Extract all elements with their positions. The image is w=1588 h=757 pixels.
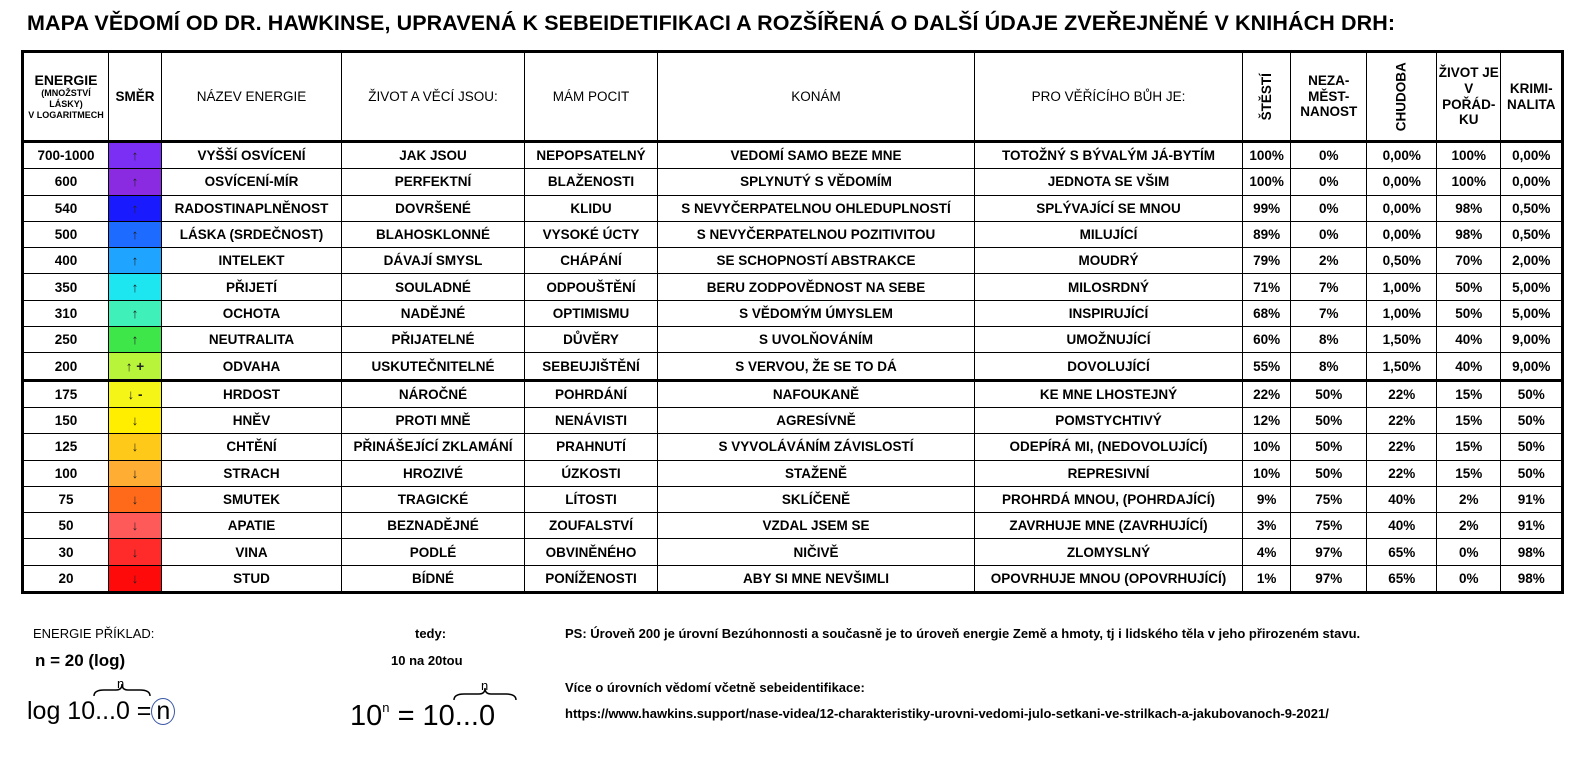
- cell-order: 40%: [1437, 327, 1501, 353]
- cell-crime: 50%: [1501, 434, 1563, 460]
- cell-crime: 91%: [1501, 486, 1563, 512]
- cell-acting: ABY SI MNE NEVŠIMLI: [658, 565, 975, 592]
- cell-feeling: ZOUFALSTVÍ: [525, 513, 658, 539]
- cell-acting: S UVOLŇOVÁNÍM: [658, 327, 975, 353]
- cell-name: STUD: [162, 565, 342, 592]
- cell-happiness: 9%: [1243, 486, 1291, 512]
- header-happiness: ŠTĚSTÍ: [1243, 52, 1291, 142]
- cell-order: 100%: [1437, 169, 1501, 195]
- cell-happiness: 100%: [1243, 142, 1291, 169]
- table-row: [23, 407, 1563, 433]
- cell-unemployment: 97%: [1291, 565, 1367, 592]
- cell-happiness: 89%: [1243, 221, 1291, 247]
- cell-poverty: 1,50%: [1367, 353, 1437, 380]
- cell-god: MOUDRÝ: [975, 248, 1243, 274]
- cell-poverty: 1,50%: [1367, 327, 1437, 353]
- header-name: NÁZEV ENERGIE: [162, 52, 342, 142]
- info-link[interactable]: https://www.hawkins.support/nase-videa/12-charakteristiky-urovni-vedomi-julo-setkani-ve-strilkach-a-jakubovanoch-9-2021/: [565, 706, 1329, 721]
- cell-order: 0%: [1437, 539, 1501, 565]
- cell-order: 0%: [1437, 565, 1501, 592]
- cell-energy: 540: [23, 195, 109, 221]
- cell-feeling: CHÁPÁNÍ: [525, 248, 658, 274]
- cell-god: PROHRDÁ MNOU, (POHRDAJÍCÍ): [975, 486, 1243, 512]
- cell-life: BLAHOSKLONNÉ: [342, 221, 525, 247]
- cell-dir: ↑: [109, 274, 162, 300]
- cell-life: NÁROČNÉ: [342, 380, 525, 407]
- cell-order: 50%: [1437, 274, 1501, 300]
- log-result-circle: n: [151, 698, 175, 725]
- log-formula: log 10...0 = n: [27, 697, 175, 726]
- cell-name: HRDOST: [162, 380, 342, 407]
- cell-dir: ↓: [109, 513, 162, 539]
- cell-life: DOVRŠENÉ: [342, 195, 525, 221]
- header-crime: KRIMI- NALITA: [1501, 52, 1563, 142]
- cell-order: 2%: [1437, 486, 1501, 512]
- table-row: [23, 142, 1563, 169]
- cell-poverty: 22%: [1367, 380, 1437, 407]
- cell-name: ODVAHA: [162, 353, 342, 380]
- cell-god: MILUJÍCÍ: [975, 221, 1243, 247]
- cell-life: PŘIJATELNÉ: [342, 327, 525, 353]
- cell-name: VINA: [162, 539, 342, 565]
- cell-poverty: 0,00%: [1367, 169, 1437, 195]
- table-row: [23, 486, 1563, 512]
- cell-energy: 600: [23, 169, 109, 195]
- cell-life: PERFEKTNÍ: [342, 169, 525, 195]
- cell-unemployment: 7%: [1291, 274, 1367, 300]
- cell-poverty: 0,00%: [1367, 195, 1437, 221]
- cell-poverty: 65%: [1367, 539, 1437, 565]
- cell-acting: NIČIVĚ: [658, 539, 975, 565]
- cell-feeling: KLIDU: [525, 195, 658, 221]
- cell-happiness: 60%: [1243, 327, 1291, 353]
- cell-order: 98%: [1437, 195, 1501, 221]
- cell-name: LÁSKA (SRDEČNOST): [162, 221, 342, 247]
- cell-feeling: DŮVĚRY: [525, 327, 658, 353]
- example-n-eq: n = 20 (log): [35, 651, 126, 670]
- cell-life: PŘINÁŠEJÍCÍ ZKLAMÁNÍ: [342, 434, 525, 460]
- cell-acting: S VYVOLÁVÁNÍM ZÁVISLOSTÍ: [658, 434, 975, 460]
- cell-god: ODEPÍRÁ MI, (NEDOVOLUJÍCÍ): [975, 434, 1243, 460]
- cell-crime: 91%: [1501, 513, 1563, 539]
- cell-crime: 50%: [1501, 380, 1563, 407]
- cell-god: INSPIRUJÍCÍ: [975, 300, 1243, 326]
- cell-dir: ↓: [109, 486, 162, 512]
- table-row: [23, 460, 1563, 486]
- cell-acting: SE SCHOPNOSTÍ ABSTRAKCE: [658, 248, 975, 274]
- cell-unemployment: 2%: [1291, 248, 1367, 274]
- ps-note: PS: Úroveň 200 je úrovní Bezúhonnosti a současně je to úroveň energie Země a hmoty, tj i lidského těla v jeho přirozeném stavu.: [565, 626, 1361, 641]
- cell-unemployment: 8%: [1291, 327, 1367, 353]
- cell-crime: 98%: [1501, 539, 1563, 565]
- header-row: [23, 52, 1563, 142]
- cell-order: 50%: [1437, 300, 1501, 326]
- cell-god: DOVOLUJÍCÍ: [975, 353, 1243, 380]
- cell-life: SOULADNÉ: [342, 274, 525, 300]
- table-row: [23, 434, 1563, 460]
- cell-life: PODLÉ: [342, 539, 525, 565]
- cell-unemployment: 50%: [1291, 460, 1367, 486]
- cell-poverty: 65%: [1367, 565, 1437, 592]
- cell-life: TRAGICKÉ: [342, 486, 525, 512]
- cell-energy: 350: [23, 274, 109, 300]
- cell-energy: 175: [23, 380, 109, 407]
- table-row: [23, 195, 1563, 221]
- cell-dir: ↑ +: [109, 353, 162, 380]
- cell-acting: S NEVYČERPATELNOU OHLEDUPLNOSTÍ: [658, 195, 975, 221]
- cell-acting: NAFOUKANĚ: [658, 380, 975, 407]
- cell-order: 15%: [1437, 380, 1501, 407]
- cell-life: USKUTEČNITELNÉ: [342, 353, 525, 380]
- cell-feeling: PONÍŽENOSTI: [525, 565, 658, 592]
- cell-acting: VZDAL JSEM SE: [658, 513, 975, 539]
- cell-crime: 0,00%: [1501, 142, 1563, 169]
- cell-god: JEDNOTA SE VŠIM: [975, 169, 1243, 195]
- cell-crime: 5,00%: [1501, 300, 1563, 326]
- cell-order: 100%: [1437, 142, 1501, 169]
- cell-energy: 75: [23, 486, 109, 512]
- cell-name: INTELEKT: [162, 248, 342, 274]
- cell-energy: 20: [23, 565, 109, 592]
- cell-name: OCHOTA: [162, 300, 342, 326]
- cell-unemployment: 75%: [1291, 513, 1367, 539]
- cell-crime: 0,00%: [1501, 169, 1563, 195]
- cell-life: NADĚJNÉ: [342, 300, 525, 326]
- table-row: [23, 539, 1563, 565]
- cell-crime: 9,00%: [1501, 353, 1563, 380]
- cell-life: BEZNADĚJNÉ: [342, 513, 525, 539]
- cell-dir: ↑: [109, 248, 162, 274]
- cell-poverty: 0,50%: [1367, 248, 1437, 274]
- cell-energy: 125: [23, 434, 109, 460]
- cell-acting: S VĚDOMÝM ÚMYSLEM: [658, 300, 975, 326]
- cell-life: PROTI MNĚ: [342, 407, 525, 433]
- cell-unemployment: 50%: [1291, 380, 1367, 407]
- cell-dir: ↑: [109, 221, 162, 247]
- cell-feeling: NEPOPSATELNÝ: [525, 142, 658, 169]
- cell-crime: 9,00%: [1501, 327, 1563, 353]
- cell-unemployment: 50%: [1291, 407, 1367, 433]
- cell-god: POMSTYCHTIVÝ: [975, 407, 1243, 433]
- cell-energy: 100: [23, 460, 109, 486]
- cell-energy: 500: [23, 221, 109, 247]
- cell-energy: 150: [23, 407, 109, 433]
- cell-acting: S NEVYČERPATELNOU POZITIVITOU: [658, 221, 975, 247]
- cell-unemployment: 8%: [1291, 353, 1367, 380]
- cell-energy: 50: [23, 513, 109, 539]
- cell-order: 98%: [1437, 221, 1501, 247]
- cell-unemployment: 0%: [1291, 195, 1367, 221]
- cell-energy: 30: [23, 539, 109, 565]
- cell-feeling: SEBEUJIŠTĚNÍ: [525, 353, 658, 380]
- cell-name: PŘIJETÍ: [162, 274, 342, 300]
- cell-god: UMOŽNUJÍCÍ: [975, 327, 1243, 353]
- cell-happiness: 100%: [1243, 169, 1291, 195]
- cell-unemployment: 0%: [1291, 142, 1367, 169]
- cell-happiness: 79%: [1243, 248, 1291, 274]
- page-title: MAPA VĚDOMÍ OD DR. HAWKINSE, UPRAVENÁ K SEBEIDETIFIKACI A ROZŠÍŘENÁ O DALŠÍ ÚDAJE ZVEŘEJNĚNÉ V KNIHÁCH DRH:: [27, 11, 1396, 35]
- cell-feeling: ÚZKOSTI: [525, 460, 658, 486]
- header-order: ŽIVOT JE V POŘÁD- KU: [1437, 52, 1501, 142]
- cell-acting: VEDOMÍ SAMO BEZE MNE: [658, 142, 975, 169]
- table-row: [23, 353, 1563, 380]
- cell-happiness: 55%: [1243, 353, 1291, 380]
- cell-feeling: POHRDÁNÍ: [525, 380, 658, 407]
- cell-happiness: 10%: [1243, 460, 1291, 486]
- cell-poverty: 22%: [1367, 407, 1437, 433]
- cell-energy: 310: [23, 300, 109, 326]
- cell-acting: AGRESÍVNĚ: [658, 407, 975, 433]
- cell-dir: ↓: [109, 565, 162, 592]
- cell-happiness: 4%: [1243, 539, 1291, 565]
- cell-life: BÍDNÉ: [342, 565, 525, 592]
- cell-name: RADOSTINAPLNĚNOST: [162, 195, 342, 221]
- cell-poverty: 1,00%: [1367, 300, 1437, 326]
- cell-feeling: NENÁVISTI: [525, 407, 658, 433]
- cell-dir: ↓: [109, 460, 162, 486]
- header-energy: ENERGIE (MNOŽSTVÍ LÁSKY) V LOGARITMECH: [23, 52, 109, 142]
- table-row: [23, 513, 1563, 539]
- cell-order: 40%: [1437, 353, 1501, 380]
- power-brace-n: n: [481, 678, 489, 693]
- cell-order: 15%: [1437, 460, 1501, 486]
- table-row: [23, 327, 1563, 353]
- cell-feeling: ODPOUŠTĚNÍ: [525, 274, 658, 300]
- cell-name: SMUTEK: [162, 486, 342, 512]
- cell-crime: 0,50%: [1501, 195, 1563, 221]
- cell-dir: ↓ -: [109, 380, 162, 407]
- cell-unemployment: 75%: [1291, 486, 1367, 512]
- cell-god: KE MNE LHOSTEJNÝ: [975, 380, 1243, 407]
- cell-happiness: 1%: [1243, 565, 1291, 592]
- cell-unemployment: 0%: [1291, 169, 1367, 195]
- table-row: [23, 248, 1563, 274]
- cell-life: JAK JSOU: [342, 142, 525, 169]
- cell-god: ZLOMYSLNÝ: [975, 539, 1243, 565]
- cell-god: ZAVRHUJE MNE (ZAVRHUJÍCÍ): [975, 513, 1243, 539]
- cell-dir: ↑: [109, 300, 162, 326]
- cell-crime: 50%: [1501, 460, 1563, 486]
- cell-order: 15%: [1437, 434, 1501, 460]
- cell-name: OSVÍCENÍ-MÍR: [162, 169, 342, 195]
- cell-dir: ↑: [109, 142, 162, 169]
- cell-happiness: 22%: [1243, 380, 1291, 407]
- header-poverty: CHUDOBA: [1367, 52, 1437, 142]
- cell-dir: ↓: [109, 407, 162, 433]
- cell-god: REPRESIVNÍ: [975, 460, 1243, 486]
- table-row: [23, 169, 1563, 195]
- cell-poverty: 22%: [1367, 460, 1437, 486]
- header-feeling: MÁM POCIT: [525, 52, 658, 142]
- cell-unemployment: 0%: [1291, 221, 1367, 247]
- cell-crime: 2,00%: [1501, 248, 1563, 274]
- cell-acting: SKLÍČENĚ: [658, 486, 975, 512]
- table-row: [23, 565, 1563, 592]
- more-info: Více o úrovních vědomí včetně sebeidentifikace:: [565, 680, 865, 695]
- cell-name: HNĚV: [162, 407, 342, 433]
- cell-happiness: 99%: [1243, 195, 1291, 221]
- header-acting: KONÁM: [658, 52, 975, 142]
- cell-crime: 98%: [1501, 565, 1563, 592]
- cell-god: MILOSRDNÝ: [975, 274, 1243, 300]
- cell-god: SPLÝVAJÍCÍ SE MNOU: [975, 195, 1243, 221]
- cell-unemployment: 50%: [1291, 434, 1367, 460]
- cell-feeling: LÍTOSTI: [525, 486, 658, 512]
- cell-energy: 200: [23, 353, 109, 380]
- cell-name: NEUTRALITA: [162, 327, 342, 353]
- consciousness-map-table: [21, 50, 1564, 594]
- cell-acting: BERU ZODPOVĚDNOST NA SEBE: [658, 274, 975, 300]
- table-row: [23, 380, 1563, 407]
- cell-dir: ↓: [109, 539, 162, 565]
- ten-na: 10 na 20tou: [391, 653, 463, 668]
- cell-god: TOTOŽNÝ S BÝVALÝM JÁ-BYTÍM: [975, 142, 1243, 169]
- cell-acting: STAŽENĚ: [658, 460, 975, 486]
- cell-crime: 0,50%: [1501, 221, 1563, 247]
- cell-dir: ↓: [109, 434, 162, 460]
- example-label: ENERGIE PŘÍKLAD:: [33, 626, 155, 641]
- cell-order: 15%: [1437, 407, 1501, 433]
- power-formula: 10$^n$ = 10...0: [350, 700, 496, 732]
- cell-poverty: 0,00%: [1367, 142, 1437, 169]
- cell-poverty: 22%: [1367, 434, 1437, 460]
- cell-life: HROZIVÉ: [342, 460, 525, 486]
- cell-name: STRACH: [162, 460, 342, 486]
- cell-unemployment: 97%: [1291, 539, 1367, 565]
- cell-name: APATIE: [162, 513, 342, 539]
- cell-order: 70%: [1437, 248, 1501, 274]
- header-direction: SMĚR: [109, 52, 162, 142]
- cell-god: OPOVRHUJE MNOU (OPOVRHUJÍCÍ): [975, 565, 1243, 592]
- cell-name: VYŠŠÍ OSVÍCENÍ: [162, 142, 342, 169]
- table-row: [23, 274, 1563, 300]
- table-row: [23, 221, 1563, 247]
- cell-poverty: 0,00%: [1367, 221, 1437, 247]
- cell-happiness: 71%: [1243, 274, 1291, 300]
- cell-dir: ↑: [109, 327, 162, 353]
- cell-feeling: VYSOKÉ ÚCTY: [525, 221, 658, 247]
- cell-feeling: BLAŽENOSTI: [525, 169, 658, 195]
- cell-acting: SPLYNUTÝ S VĚDOMÍM: [658, 169, 975, 195]
- header-god: PRO VĚŘÍCÍHO BŮH JE:: [975, 52, 1243, 142]
- cell-happiness: 12%: [1243, 407, 1291, 433]
- cell-happiness: 68%: [1243, 300, 1291, 326]
- cell-happiness: 3%: [1243, 513, 1291, 539]
- cell-unemployment: 7%: [1291, 300, 1367, 326]
- cell-energy: 250: [23, 327, 109, 353]
- cell-energy: 700-1000: [23, 142, 109, 169]
- cell-poverty: 1,00%: [1367, 274, 1437, 300]
- cell-order: 2%: [1437, 513, 1501, 539]
- cell-crime: 50%: [1501, 407, 1563, 433]
- cell-dir: ↑: [109, 195, 162, 221]
- cell-crime: 5,00%: [1501, 274, 1563, 300]
- cell-feeling: OPTIMISMU: [525, 300, 658, 326]
- cell-acting: S VERVOU, ŽE SE TO DÁ: [658, 353, 975, 380]
- cell-life: DÁVAJÍ SMYSL: [342, 248, 525, 274]
- log-brace-n: n: [117, 676, 125, 691]
- cell-feeling: PRAHNUTÍ: [525, 434, 658, 460]
- header-life: ŽIVOT A VĚCÍ JSOU:: [342, 52, 525, 142]
- cell-dir: ↑: [109, 169, 162, 195]
- tedy-label: tedy:: [415, 626, 447, 641]
- cell-poverty: 40%: [1367, 513, 1437, 539]
- cell-feeling: OBVINĚNÉHO: [525, 539, 658, 565]
- header-unemployment: NEZA- MĚST- NANOST: [1291, 52, 1367, 142]
- cell-name: CHTĚNÍ: [162, 434, 342, 460]
- cell-poverty: 40%: [1367, 486, 1437, 512]
- cell-happiness: 10%: [1243, 434, 1291, 460]
- cell-energy: 400: [23, 248, 109, 274]
- table-row: [23, 300, 1563, 326]
